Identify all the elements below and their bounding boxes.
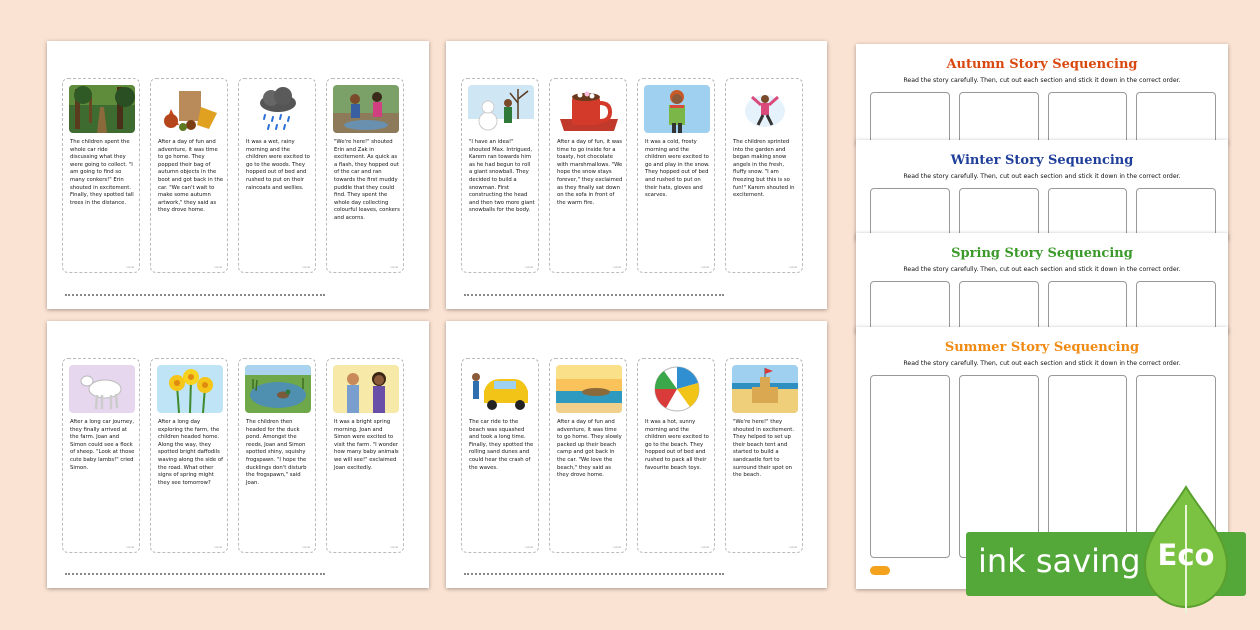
sandcastle-picture	[732, 365, 798, 413]
twinkl-logo: twinkl	[126, 545, 134, 549]
summer-cards-sheet	[446, 321, 827, 588]
answer-box	[959, 375, 1039, 558]
story-card	[238, 78, 316, 273]
sheet-title: Winter Story Sequencing	[950, 153, 1134, 168]
answer-box	[1048, 375, 1128, 558]
story-card	[150, 78, 228, 273]
story-card	[725, 358, 803, 553]
winter-child-picture	[644, 85, 710, 133]
sheet-title: Summer Story Sequencing	[944, 340, 1140, 355]
twinkl-logo: twinkl	[789, 545, 797, 549]
story-card	[62, 358, 140, 553]
duck-pond-picture	[245, 365, 311, 413]
sheet-footer-line	[65, 294, 325, 296]
rain-cloud-picture	[245, 85, 311, 133]
autumn-leaves-bag-picture	[157, 85, 223, 133]
story-card	[461, 78, 539, 273]
twinkl-logo: twinkl	[390, 545, 398, 549]
twinkl-logo: twinkl	[701, 265, 709, 269]
story-card	[238, 358, 316, 553]
twinkl-logo: twinkl	[789, 265, 797, 269]
autumn-sequencing-sheet	[856, 44, 1228, 144]
card-text: After a day of fun, it was time to go inside for a toasty, hot chocolate with marshmallows. "We hope the snow stays forever," they exclaimed as they finally sat down on the sofa in front of the warm fire.	[557, 139, 623, 206]
card-text: The children spent the whole car ride discussing what they were going to collect. "I am going to find so many conkers!" Erin shouted in excitement. Finally, they spotted tall trees in the distance.	[70, 139, 134, 206]
hot-chocolate-picture	[556, 85, 622, 133]
story-card	[150, 358, 228, 553]
two-children-picture	[333, 365, 399, 413]
twinkl-logo: twinkl	[701, 545, 709, 549]
story-card	[461, 358, 539, 553]
sheet-footer-line	[464, 294, 724, 296]
card-text: It was a hot, sunny morning and the children were excited to go to the beach. They hopped out of bed and rushed to pack all their favourite beach toys.	[645, 419, 709, 471]
twinkl-logo: twinkl	[126, 265, 134, 269]
story-card	[62, 78, 140, 273]
snowman-picture	[468, 85, 534, 133]
sheet-title: Spring Story Sequencing	[951, 246, 1133, 261]
sheet-instructions: Read the story carefully. Then, cut out each section and stick it down in the correct order.	[903, 266, 1181, 273]
twinkl-logo: twinkl	[214, 545, 222, 549]
snow-angel-picture	[732, 85, 798, 133]
twinkl-logo: twinkl	[214, 265, 222, 269]
twinkl-logo: twinkl	[613, 545, 621, 549]
twinkl-logo: twinkl	[525, 545, 533, 549]
sheet-instructions: Read the story carefully. Then, cut out each section and stick it down in the correct order.	[903, 360, 1181, 367]
spring-sequencing-sheet	[856, 233, 1228, 333]
story-card	[725, 78, 803, 273]
story-card	[326, 78, 404, 273]
twinkl-logo	[870, 566, 890, 575]
sheet-footer-line	[464, 573, 724, 575]
card-text: After a long car journey, they finally arrived at the farm. Joan and Simon could see a flock of sheep. "Look at those cute baby lambs!" cried Simon.	[70, 419, 135, 471]
sheet-title: Autumn Story Sequencing	[946, 57, 1138, 72]
answer-box	[870, 375, 950, 558]
eco-leaf-icon	[1143, 485, 1229, 615]
twinkl-logo: twinkl	[525, 265, 533, 269]
lamb-picture	[69, 365, 135, 413]
yellow-car-picture	[468, 365, 534, 413]
card-text: "I have an idea!" shouted Max. Intrigued, Karem ran towards him as he had begun to roll a giant snowball. They decided to build a snowman. First constructing the head and then two more giant snowballs for the body.	[469, 139, 535, 214]
card-text: It was a bright spring morning. Joan and Simon were excited to visit the farm. "I wonder how many baby animals we will see!" exclaimed Joan excitedly.	[334, 419, 399, 471]
story-card	[549, 78, 627, 273]
twinkl-logo: twinkl	[302, 545, 310, 549]
card-text: After a day of fun and adventure, it was time to go home. They popped their bag of autumn objects in the boot and got back in the car. "We can't wait to make some autumn artwork," they said as they drove home.	[158, 139, 224, 214]
sheet-footer-line	[65, 573, 325, 575]
story-card	[326, 358, 404, 553]
card-text: It was a cold, frosty morning and the children were excited to go and play in the snow. They hopped out of bed and rushed to put on their hats, gloves and scarves.	[645, 139, 710, 199]
twinkl-logo: twinkl	[390, 265, 398, 269]
card-text: After a day of fun and adventure, it was time to go home. They slowly packed up their beach camp and got back in the car. "We love the beach," they said as they drove home.	[557, 419, 622, 479]
eco-label: Eco	[1157, 538, 1215, 572]
sunset-beach-picture	[556, 365, 622, 413]
card-text: "We're here!" they shouted in excitement. They helped to set up their beach tent and started to build a sandcastle fort to surround their spot on the beach.	[733, 419, 795, 479]
card-text: The car ride to the beach was squashed and took a long time. Finally, they spotted the rolling sand dunes and could hear the crash of the waves.	[469, 419, 534, 471]
autumn-cards-sheet	[47, 41, 429, 309]
sheet-instructions: Read the story carefully. Then, cut out each section and stick it down in the correct order.	[903, 173, 1181, 180]
twinkl-logo: twinkl	[613, 265, 621, 269]
card-text: The children sprinted into the garden and began making snow angels in the fresh, fluffy snow. "I am freezing but this is so fun!" Karem shouted in excitement.	[733, 139, 795, 199]
spring-cards-sheet	[47, 321, 429, 588]
winter-cards-sheet	[446, 41, 827, 309]
daffodils-picture	[157, 365, 223, 413]
twinkl-logo: twinkl	[302, 265, 310, 269]
card-text: After a long day exploring the farm, the children headed home. Along the way, they spotted bright daffodils waving along the side of the road. What other signs of spring might they see tomorrow?	[158, 419, 223, 486]
story-card	[637, 358, 715, 553]
story-card	[637, 78, 715, 273]
card-text: "We're here!" shouted Erin and Zak in excitement. As quick as a flash, they hopped out of the car and ran towards the first muddy puddle that they could find. They spent the whole day collecting colourful leaves, conkers and acorns.	[334, 139, 400, 221]
sheet-instructions: Read the story carefully. Then, cut out each section and stick it down in the correct order.	[903, 77, 1181, 84]
forest-picture	[69, 85, 135, 133]
badge-label: ink saving	[978, 542, 1141, 580]
story-card	[549, 358, 627, 553]
children-puddle-picture	[333, 85, 399, 133]
card-text: The children then headed for the duck pond. Amongst the reeds, Joan and Simon spotted shiny, squishy frogspawn. "I hope the ducklings don't disturb the frogspawn," said Joan.	[246, 419, 307, 486]
beach-ball-picture	[644, 365, 710, 413]
winter-sequencing-sheet	[856, 140, 1228, 240]
card-text: It was a wet, rainy morning and the children were excited to go to the woods. They hopped out of bed and rushed to put on their raincoats and wellies.	[246, 139, 310, 191]
